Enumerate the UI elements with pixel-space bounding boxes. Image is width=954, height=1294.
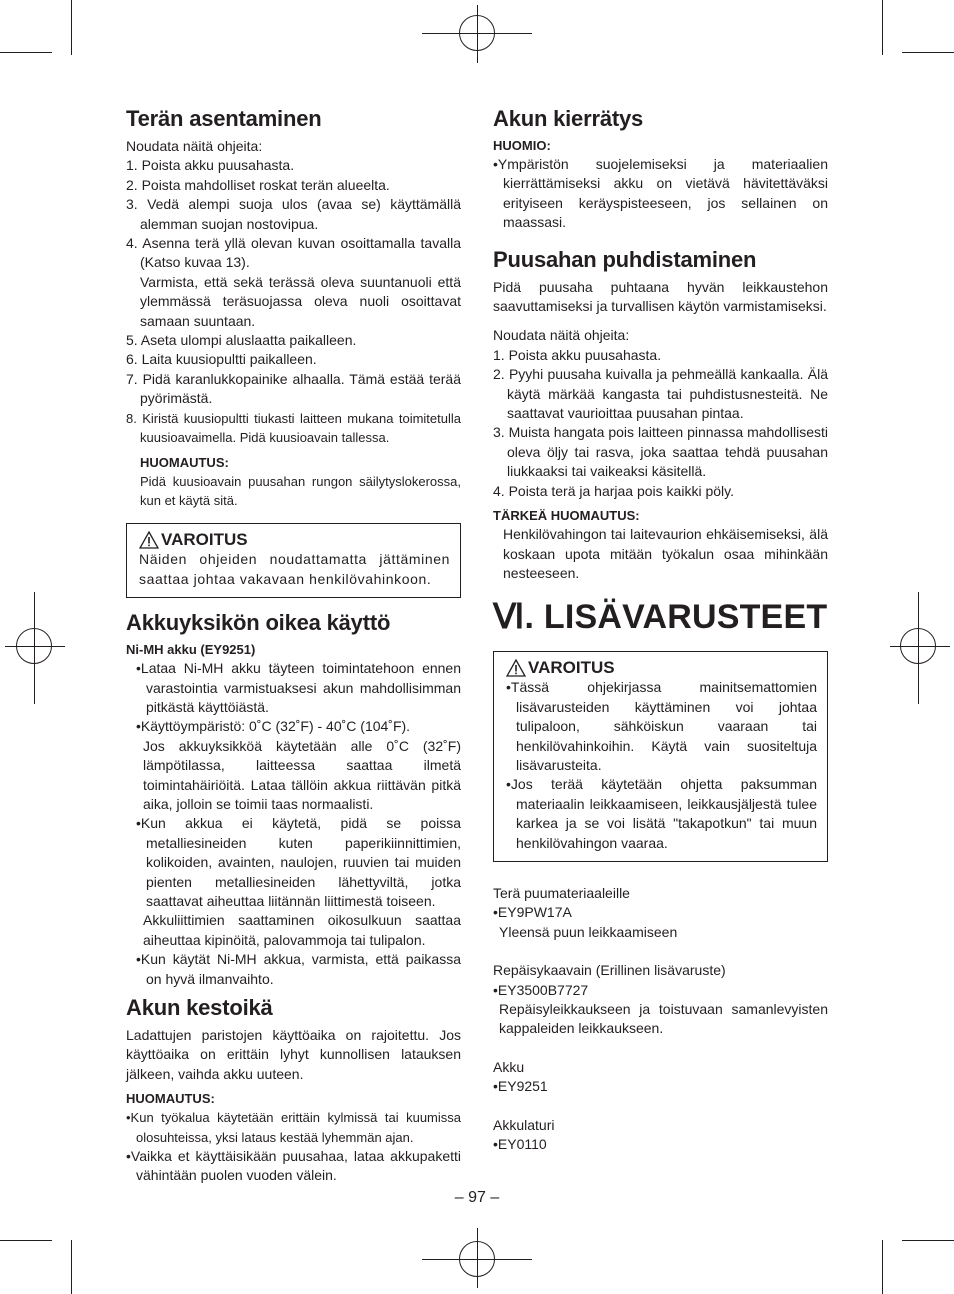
registration-mark-left [16, 628, 52, 664]
warning-box [493, 651, 828, 862]
accessory-title: Akku [493, 1058, 525, 1075]
step-text: 4. Asenna terä yllä olevan kuvan osoittamalla tavalla (Katso kuvaa 13). [126, 235, 461, 271]
bullet-list [126, 659, 461, 989]
note-text: Henkilövahingon tai laitevaurion ehkäisemiseksi, älä koskaan upota mitään työkalun osaa mihinkään nesteeseen. [503, 526, 828, 581]
accessory-code: •EY3500B7727 [493, 981, 589, 998]
list-item: •Jos terää käytetään ohjetta paksumman materiaalin leikkaamiseen, leikkausjäljestä tulee karkea ja se voi lisätä "takapotkun" tai muun henkilövahingon vaaraa. [506, 776, 817, 851]
steps-list [126, 156, 461, 447]
cleaning-section [493, 247, 828, 584]
note-text: •Ympäristön suojelemiseksi ja materiaalien kierrättämiseksi akku on vietävä hävitettäväksi erityiseen keräyspisteeseen, jos sellainen on maassasi. [493, 156, 828, 231]
battery-usage-section [126, 610, 461, 989]
body-text: Pidä puusaha puhtaana hyvän leikkaustehon saavuttamiseksi ja turvallisen käytön varmistamiseksi. [493, 278, 828, 315]
warning-label: VAROITUS [161, 530, 248, 550]
right-column [493, 106, 828, 1154]
accessory-description: Yleensä puun leikkaamiseen [499, 923, 678, 940]
note-label: HUOMAUTUS: [126, 1091, 215, 1107]
body-text: Ladattujen paristojen käyttöaika on rajoitettu. Jos käyttöaika on erittäin lyhyt kunnollisen latauksen jälkeen, vaihda akku uuteen. [126, 1027, 461, 1082]
list-item: 2. Poista mahdolliset roskat terän alueelta. [126, 176, 390, 193]
list-item: 3. Muista hangata pois laitteen pinnassa mahdollisesti oleva öljy tai rasva, joka saattaa tehdä puusahan liukkaaksi tai vaikeaksi käsitellä. [493, 424, 828, 480]
accessory-title: Repäisykaavain (Erillinen lisävaruste) [493, 962, 726, 979]
list-item: •Kun käytät Ni-MH akkua, varmista, että paikassa on hyvä ilmanvaihto. [136, 951, 461, 987]
list-item: •Tässä ohjekirjassa mainitsemattomien lisävarusteiden käyttäminen voi johtaa tulipaloon, sähköiskun vaaraan tai henkilövahinkoihin. Käytä vain suositeltuja lisävarusteita. [506, 679, 817, 773]
warning-icon [506, 659, 526, 677]
intro-text: Noudata näitä ohjeita: [493, 327, 630, 344]
note-label: HUOMAUTUS: [140, 454, 229, 470]
steps-list [493, 346, 828, 501]
list-item: 1. Poista akku puusahasta. [493, 346, 662, 363]
list-item: •Kun työkalua käytetään erittäin kylmissä tai kuumissa olosuhteissa, yksi lataus kestää lyhemmän ajan. [126, 1110, 461, 1145]
section-title: Puusahan puhdistaminen [493, 246, 757, 272]
registration-mark-bottom [459, 1241, 495, 1277]
note-label: HUOMIO: [493, 138, 551, 153]
list-item-continuation: Jos akkuyksikköä käytetään alle 0˚C (32˚F) lämpötilassa, laitteessa saattaa ilmetä toimintahäiriöitä. Lataa tällöin akkua riittävän pitkä aika, jolloin se toimii taas normaalisti. [143, 737, 461, 812]
warning-header [506, 658, 817, 678]
battery-recycling-section [493, 106, 828, 233]
page-number: – 97 – [454, 1189, 500, 1206]
accessories-list [493, 884, 828, 1154]
registration-mark-right [900, 628, 936, 664]
list-item: •Käyttöympäristö: 0˚C (32˚F) - 40˚C (104˚F). [136, 718, 411, 735]
accessory-code: •EY9PW17A [493, 904, 572, 921]
accessory-item [493, 961, 828, 1039]
list-item: 7. Pidä karanlukkopainike alhaalla. Tämä estää terää pyörimästä. [126, 370, 461, 407]
section-title: Akkuyksikön oikea käyttö [126, 610, 391, 636]
list-item: •Vaikka et käyttäisikään puusahaa, lataa akkupaketti vähintään puolen vuoden välein. [126, 1148, 461, 1184]
intro-text: Noudata näitä ohjeita: [126, 138, 263, 154]
list-item-continuation: Akkuliittimien saattaminen oikosulkuun saattaa aiheuttaa kipinöitä, palovammoja tai tulipalon. [143, 912, 461, 948]
warning-icon [139, 531, 159, 549]
list-item [126, 234, 461, 331]
warning-text: Näiden ohjeiden noudattamatta jättäminen saattaa johtaa vakavaan henkilövahinkoon. [139, 551, 450, 587]
list-item: 1. Poista akku puusahasta. [126, 157, 295, 174]
battery-model-label: Ni-MH akku (EY9251) [126, 642, 256, 658]
warning-label: VAROITUS [528, 658, 615, 678]
list-item: •Kun akkua ei käytetä, pidä se poissa metalliesineiden kuten paperikiinnittimien, kolikoiden, avainten, naulojen, ruuvien tai muiden pienten metalliesineiden lähettyviltä, jotka saattavat aiheuttaa liitännän liittimestä toiseen. [136, 815, 461, 909]
list-item: 4. Poista terä ja harjaa pois kaikki pöly. [493, 482, 734, 499]
list-item: 6. Laita kuusiopultti paikalleen. [126, 351, 317, 368]
note [126, 454, 461, 511]
accessory-item [493, 1058, 828, 1097]
blade-installation-section [126, 106, 461, 510]
accessory-item [493, 884, 828, 942]
battery-life-section [126, 995, 461, 1186]
section-title: Akun kestoikä [126, 995, 273, 1021]
warning-header [139, 530, 450, 550]
section-title: Akun kierrätys [493, 106, 644, 131]
list-item: 2. Pyyhi puusaha kuivalla ja pehmeällä kankaalla. Älä käytä märkää kangasta tai puhdistusnesteitä. Ne saattavat vaurioittaa puusahan pintaa. [493, 366, 828, 422]
accessory-item [493, 1116, 828, 1155]
registration-mark-top [459, 15, 495, 51]
chapter-heading: Ⅵ. LISÄVARUSTEET [493, 598, 828, 637]
note-label: TÄRKEÄ HUOMAUTUS: [493, 508, 640, 524]
left-column [126, 106, 461, 1186]
accessory-code: •EY9251 [493, 1078, 548, 1095]
accessory-title: Akkulaturi [493, 1116, 555, 1133]
note-text: Pidä kuusioavain puusahan rungon säilytyslokerossa, kun et käytä sitä. [140, 473, 461, 508]
step-continuation: Varmista, että sekä terässä oleva suuntanuoli että ylemmässä teräsuojassa oleva nuoli osoittavat samaan suuntaan. [140, 273, 461, 329]
accessory-title: Terä puumateriaaleille [493, 884, 630, 901]
list-item: 5. Aseta ulompi aluslaatta paikalleen. [126, 332, 357, 349]
accessory-code: •EY0110 [493, 1136, 547, 1153]
section-title: Terän asentaminen [126, 106, 322, 131]
list-item: •Lataa Ni-MH akku täyteen toimintatehoon ennen varastointia varmistuaksesi akun mahdollisimman pitkästä käyttöiästä. [136, 660, 461, 715]
accessory-description: Repäisyleikkaukseen ja toistuvaan samanlevyisten kappaleiden leikkaukseen. [499, 1001, 828, 1037]
warning-box [126, 523, 461, 598]
list-item: 3. Vedä alempi suoja ulos (avaa se) käyttämällä alemman suojan nostovipua. [126, 196, 461, 232]
list-item: 8. Kiristä kuusiopultti tiukasti laitteen mukana toimitetulla kuusioavaimella. Pidä kuusioavain tallessa. [126, 410, 461, 446]
